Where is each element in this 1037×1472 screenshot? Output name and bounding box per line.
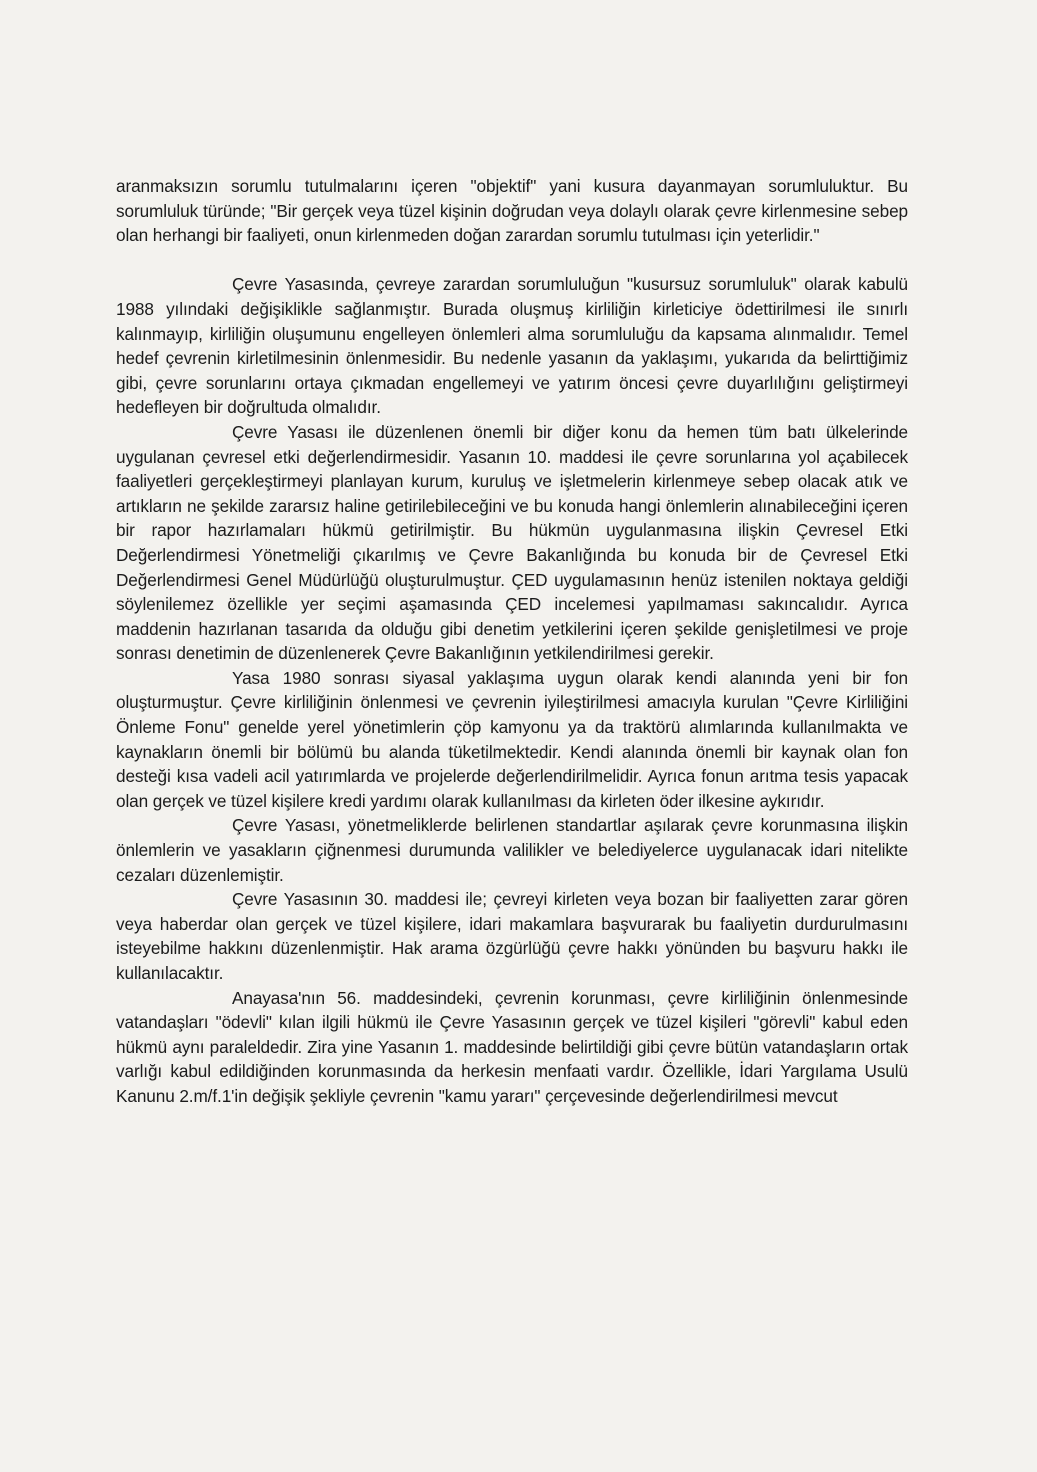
- paragraph-1: aranmaksızın sorumlu tutulmalarını içeren "objektif" yani kusura dayanmayan sorumluluktur. Bu sorumluluk türünde; "Bir gerçek veya tüzel kişinin doğrudan veya dolaylı olarak çevre kirlenmesine sebep olan herhangi bir faaliyeti, onun kirlenmeden doğan zarardan sorumlu tutulması için yeterlidir.": [116, 176, 908, 246]
- paragraph-4: Yasa 1980 sonrası siyasal yaklaşıma uygun olarak kendi alanında yeni bir fon oluşturmuştur. Çevre kirliliğinin önlenmesi ve çevrenin iyileştirilmesi amacıyla kurulan "Çevre Kirliliğini Önleme Fonu" genelde yerel yönetimlerin çöp kamyonu ya da traktörü alımlarında kullanılmakta ve kaynakların önemli bir bölümü bu alanda tüketilmektedir. Kendi alanında önemli bir kaynak olan fon desteği kısa vadeli acil yatırımlarda ve projelerde değerlendirilmelidir. Ayrıca fonun arıtma tesis yapacak olan gerçek ve tüzel kişilere kredi yardımı olarak kullanılması da kirleten öder ilkesine aykırıdır.: [116, 667, 908, 811]
- document-body: [116, 174, 908, 1109]
- paragraph-2: Çevre Yasasında, çevreye zarardan sorumluluğun "kusursuz sorumluluk" olarak kabulü 1988 yılındaki değişiklikle sağlanmıştır. Burada oluşmuş kirliliğin kirleticiye ödettirilmesi ile sınırlı kalınmayıp, kirliliğin oluşumunu engelleyen önlemleri alma sorumluluğu da kapsama alınmalıdır. Temel hedef çevrenin kirletilmesinin önlenmesidir. Bu nedenle yasanın da yaklaşımı, yukarıda da belirttiğimiz gibi, çevre sorunlarını ortaya çıkmadan engellemeyi ve yatırım öncesi çevre duyarlılığını geliştirmeyi hedefleyen bir doğrultuda olmalıdır.: [116, 274, 908, 418]
- paragraph-6: Çevre Yasasının 30. maddesi ile; çevreyi kirleten veya bozan bir faaliyetten zarar gören veya haberdar olan gerçek ve tüzel kişilere, idari makamlara başvurarak bu faaliyetin durdurulmasını isteyebilme hakkını düzenlenmiştir. Hak arama özgürlüğü çevre hakkı yönünden bu başvuru hakkı ile kullanılacaktır.: [116, 889, 908, 983]
- paragraph-5: Çevre Yasası, yönetmeliklerde belirlenen standartlar aşılarak çevre korunmasına ilişkin önlemlerin ve yasakların çiğnenmesi durumunda valilikler ve belediyelerce uygulanacak idari nitelikte cezaları düzenlemiştir.: [116, 815, 908, 885]
- paragraph-3: Çevre Yasası ile düzenlenen önemli bir diğer konu da hemen tüm batı ülkelerinde uygulanan çevresel etki değerlendirmesidir. Yasanın 10. maddesi ile çevre sorunlarına yol açabilecek faaliyetleri gerçekleştirmeyi planlayan kurum, kuruluş ve işletmelerin kirlenmeye sebep olacak atık ve artıkların ne şekilde zararsız haline getirilebileceğini ve bu konuda hangi önlemlerin alınabileceğini içeren bir rapor hazırlamaları hükmü getirilmiştir. Bu hükmün uygulanmasına ilişkin Çevresel Etki Değerlendirmesi Yönetmeliği çıkarılmış ve Çevre Bakanlığında bu konuda bir de Çevresel Etki Değerlendirmesi Genel Müdürlüğü oluşturulmuştur. ÇED uygulamasının henüz istenilen noktaya geldiği söylenilemez özellikle yer seçimi aşamasında ÇED incelemesi yapılmaması sakıncalıdır. Ayrıca maddenin hazırlanan tasarıda da olduğu gibi denetim yetkilerini içeren şekilde genişletilmesi ve proje sonrası denetimin de düzenlenerek Çevre Bakanlığının yetkilendirilmesi gerekir.: [116, 421, 908, 664]
- paragraph-7: Anayasa'nın 56. maddesindeki, çevrenin korunması, çevre kirliliğinin önlenmesinde vatandaşları "ödevli" kılan ilgili hükmü ile Çevre Yasasının gerçek ve tüzel kişileri "görevli" kabul eden hükmü aynı paraleldedir. Zira yine Yasanın 1. maddesinde belirtildiği gibi çevre bütün vatandaşların ortak varlığı kabul edildiğinden korunmasında da herkesin menfaati vardır. Özellikle, İdari Yargılama Usulü Kanunu 2.m/f.1'in değişik şekliyle çevrenin "kamu yararı" çerçevesinde değerlendirilmesi mevcut: [116, 987, 908, 1106]
